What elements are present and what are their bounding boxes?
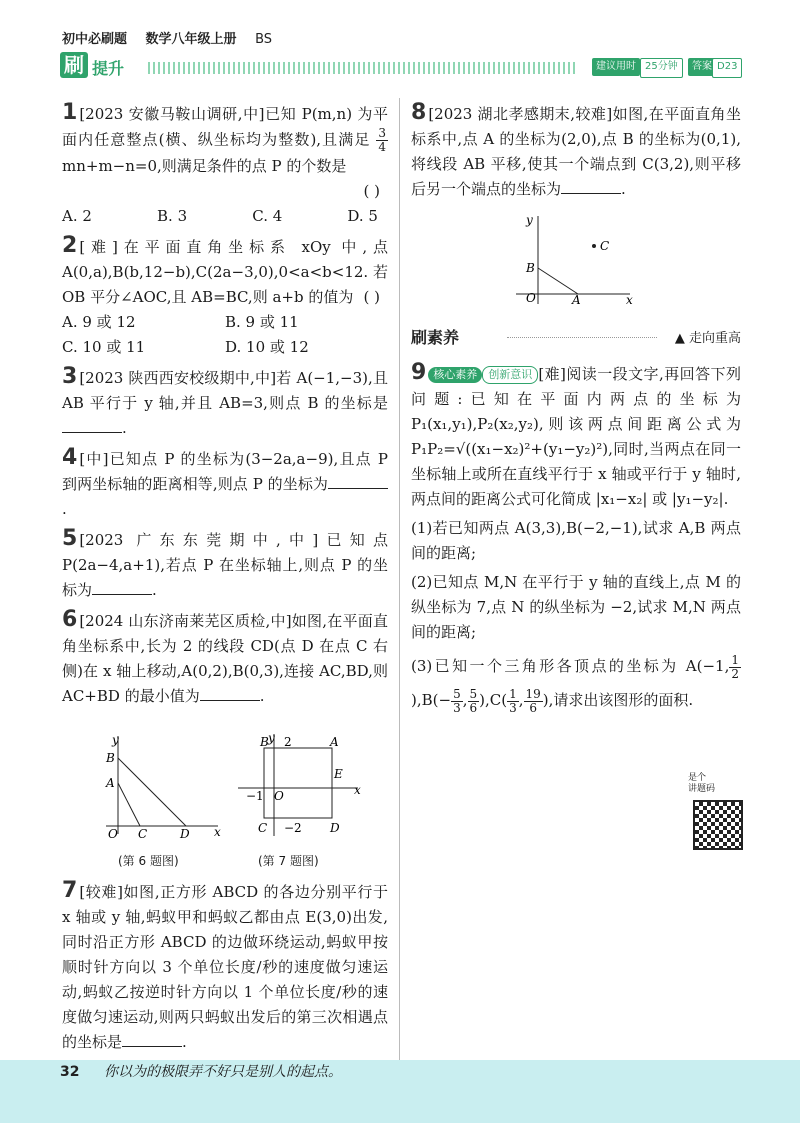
q6-text: [2024 山东济南莱芜区质检,中]如图,在平面直角坐标系中,长为 2 的线段 CD(点 D 在点 C 右侧)在 x 轴上移动,A(0,2),B(0,3),连接 AC,BD,则 AC+BD 的最小值为 — [62, 612, 388, 705]
question-8: 8 [2023 湖北孝感期末,较难]如图,在平面直角坐标系中,点 A 的坐标为(2,0),点 B 的坐标为(0,1),将线段 AB 平移,使其一个端点到 C(3,2),则平移后另一个端点的坐标为 . — [411, 100, 741, 198]
option-d[interactable]: D. 5 — [347, 207, 378, 225]
q2-text: [难]在平面直角坐标系 xOy 中,点 A(0,a),B(b,12−b),C(2a−3,0),0<a<b<12.若 OB 平分∠AOC,且 AB=BC,则 a+b 的值为 — [62, 238, 388, 306]
answer-blank[interactable] — [561, 179, 621, 194]
answer-paren[interactable]: ( ) — [363, 288, 380, 306]
book-name: 初中必刷题 — [62, 32, 128, 47]
fig7-A: A — [330, 735, 339, 749]
fig7-m1: −1 — [246, 789, 264, 803]
option-c[interactable]: C. 10 或 11 — [62, 338, 146, 356]
q9-part-2: (2)已知点 M,N 在平行于 y 轴的直线上,点 M 的纵坐标为 7,点 N 的纵坐标为 −2,试求 M,N 两点间的距离; — [411, 573, 741, 641]
question-9 — [411, 360, 741, 721]
section-header — [411, 325, 741, 349]
q-number: 4 — [62, 445, 78, 470]
fig8-B: B — [526, 261, 535, 275]
q8-text: [2023 湖北孝感期末,较难]如图,在平面直角坐标系中,点 A 的坐标为(2,0),点 B 的坐标为(0,1),将线段 AB 平移,使其一个端点到 C(3,2),则平移后另一个端点的坐标为 — [411, 105, 741, 198]
q-number: 2 — [62, 233, 78, 258]
brand-mark: 刷 — [60, 52, 88, 78]
question-1 — [62, 100, 388, 229]
figure-8 — [508, 210, 640, 306]
answer-paren[interactable]: ( ) — [363, 182, 380, 200]
answer-blank[interactable] — [200, 686, 260, 701]
fig8-A: A — [572, 293, 581, 306]
q-number: 1 — [62, 100, 78, 125]
time-label: 建议用时 — [592, 58, 640, 76]
right-column — [411, 100, 741, 206]
fig7-m2: −2 — [284, 821, 302, 835]
q9-intro-2: ,同时,当两点在同一坐标轴上或所在直线平行于 x 轴或平行于 y 轴时,两点间的距离公式可化简成 |x₁−x₂| 或 |y₁−y₂|. — [411, 440, 741, 508]
option-d[interactable]: D. 10 或 12 — [225, 338, 309, 356]
fig6-B: B — [106, 751, 115, 765]
question-7: 7 [较难]如图,正方形 ABCD 的各边分别平行于 x 轴或 y 轴,蚂蚁甲和蚂蚁乙都由点 E(3,0)出发,同时沿正方形 ABCD 的边做环绕运动,蚂蚁甲按顺时针方向以 3 个单位长度/秒的速度做匀速运动,蚂蚁乙按逆时针方向以 1 个单位长度/秒的速度做匀速运动,则两只蚂蚁出发后的第三次相遇点的坐标是 . — [62, 878, 388, 1051]
q-number: 9 — [411, 360, 427, 385]
q-number: 6 — [62, 607, 78, 632]
fig8-C: C — [600, 239, 610, 253]
fig7-C: C — [258, 821, 268, 835]
option-b[interactable]: B. 9 或 11 — [225, 313, 299, 331]
fig8-O: O — [526, 291, 536, 305]
fig6-y: y — [112, 733, 119, 747]
answer-blank[interactable] — [92, 580, 152, 595]
figure-7 — [234, 728, 364, 843]
q9-formula: √((x₁−x₂)²+(y₁−y₂)²) — [455, 440, 609, 458]
q-number: 7 — [62, 878, 78, 903]
fraction: $\frac{3}{4}$ — [378, 126, 386, 154]
figure-6-caption: (第 6 题图) — [118, 854, 179, 868]
answer-blank[interactable] — [122, 1032, 182, 1047]
answer-blank[interactable] — [328, 474, 388, 489]
section-rule — [507, 337, 657, 338]
answer-label: 答案 — [688, 58, 716, 76]
fig7-y: y — [268, 731, 275, 745]
fig6-O: O — [108, 827, 118, 841]
left-column — [62, 100, 388, 713]
fig7-D: D — [330, 821, 340, 835]
answer-blank[interactable] — [62, 418, 122, 433]
q9-intro: [难]阅读一段文字,再回答下列问题:已知在平面内两点的坐标为 P₁(x₁,y₁),P₂(x₂,y₂),则该两点间距离公式为 P₁P₂= — [411, 365, 741, 458]
tag-innovation: 创新意识 — [482, 366, 538, 384]
figure-7-caption: (第 7 题图) — [258, 854, 319, 868]
q-number: 5 — [62, 526, 78, 551]
header-stripes — [148, 62, 578, 74]
q1-options — [62, 204, 388, 229]
left-column-bottom — [62, 878, 388, 1059]
q9-part-1: (1)若已知两点 A(3,3),B(−2,−1),试求 A,B 两点间的距离; — [411, 519, 741, 562]
section-title: 刷素养 — [411, 328, 460, 347]
q9-part-3: (3)已知一个三角形各顶点的坐标为 A(−1, $\frac{1}{2}$ ),B(− $\frac{5}{3}$ , $\frac{5}{6}$ ),C( $\frac{1}{3}$ , $\frac{19}{6}$ ),请求出该图形的面积. — [411, 652, 739, 715]
edition: BS — [255, 32, 273, 47]
question-4: 4 [中]已知点 P 的坐标为(3−2a,a−9),且点 P 到两坐标轴的距离相等,则点 P 的坐标为. — [62, 445, 388, 518]
question-3: 3 [2023 陕西西安校级期中,中]若 A(−1,−3),且 AB 平行于 y 轴,并且 AB=3,则点 B 的坐标是. — [62, 364, 388, 437]
q4-text: [中]已知点 P 的坐标为(3−2a,a−9),且点 P 到两坐标轴的距离相等,则点 P 的坐标为 — [62, 450, 388, 493]
fig7-2: 2 — [284, 735, 292, 749]
option-b[interactable]: B. 3 — [157, 207, 188, 225]
footer-motto: 你以为的极限弄不好只是别人的起点。 — [104, 1064, 342, 1080]
option-a[interactable]: A. 9 或 12 — [62, 313, 136, 331]
fig8-x: x — [626, 293, 633, 306]
figure-6 — [96, 728, 226, 843]
fig6-D: D — [180, 827, 190, 841]
time-value: 25分钟 — [640, 58, 683, 78]
option-a[interactable]: A. 2 — [62, 207, 92, 225]
fig7-B: B — [260, 735, 269, 749]
section-label: 提升 — [92, 59, 125, 78]
q3-text: [2023 陕西西安校级期中,中]若 A(−1,−3),且 AB 平行于 y 轴,并且 AB=3,则点 B 的坐标是 — [62, 369, 388, 412]
column-divider — [399, 98, 400, 1088]
question-5: 5 [2023 广东东莞期中,中]已知点 P(2a−4,a+1),若点 P 在坐标轴上,则点 P 的坐标为 . — [62, 526, 388, 599]
fig6-x: x — [214, 825, 221, 839]
tag-core: 核心素养 — [428, 367, 482, 383]
option-c[interactable]: C. 4 — [252, 207, 283, 225]
answer-page: D23 — [712, 58, 742, 78]
q2-options — [62, 310, 388, 360]
qr-label: 是个 讲题码 — [688, 773, 716, 794]
qr-code[interactable] — [693, 800, 743, 850]
fig8-y: y — [526, 213, 533, 227]
q1-text: [2023 安徽马鞍山调研,中]已知 P(m,n) 为平面内任意整点(横、纵坐标均为整数),且满足 — [62, 105, 388, 149]
q1-text-2: mn+m−n=0,则满足条件的点 P 的个数是 — [62, 157, 347, 175]
q7-text: [较难]如图,正方形 ABCD 的各边分别平行于 x 轴或 y 轴,蚂蚁甲和蚂蚁乙都由点 E(3,0)出发,同时沿正方形 ABCD 的边做环绕运动,蚂蚁甲按顺时针方向以 3 个单位长度/秒的速度做匀速运动,蚂蚁乙按逆时针方向以 1 个单位长度/秒的速度做匀速运动,则两只蚂蚁出发后的第三次相遇点的坐标是 — [62, 883, 388, 1051]
question-6: 6 [2024 山东济南莱芜区质检,中]如图,在平面直角坐标系中,长为 2 的线段 CD(点 D 在点 C 右侧)在 x 轴上移动,A(0,2),B(0,3),连接 AC,BD,则 AC+BD 的最小值为 . — [62, 607, 388, 705]
q-number: 3 — [62, 364, 78, 389]
page-number: 32 — [60, 1064, 80, 1080]
subject-name: 数学八年级上册 — [145, 32, 237, 47]
fig6-A: A — [106, 776, 115, 790]
fig7-O: O — [274, 789, 284, 803]
running-header — [62, 28, 286, 47]
q5-text: [2023 广东东莞期中,中]已知点 P(2a−4,a+1),若点 P 在坐标轴上,则点 P 的坐标为 — [62, 531, 388, 599]
fig7-x: x — [354, 783, 361, 797]
question-2 — [62, 233, 388, 360]
fig7-E: E — [334, 767, 343, 781]
q-number: 8 — [411, 100, 427, 125]
section-link[interactable]: ▲ 走向重高 — [674, 331, 741, 346]
fig6-C: C — [138, 827, 148, 841]
